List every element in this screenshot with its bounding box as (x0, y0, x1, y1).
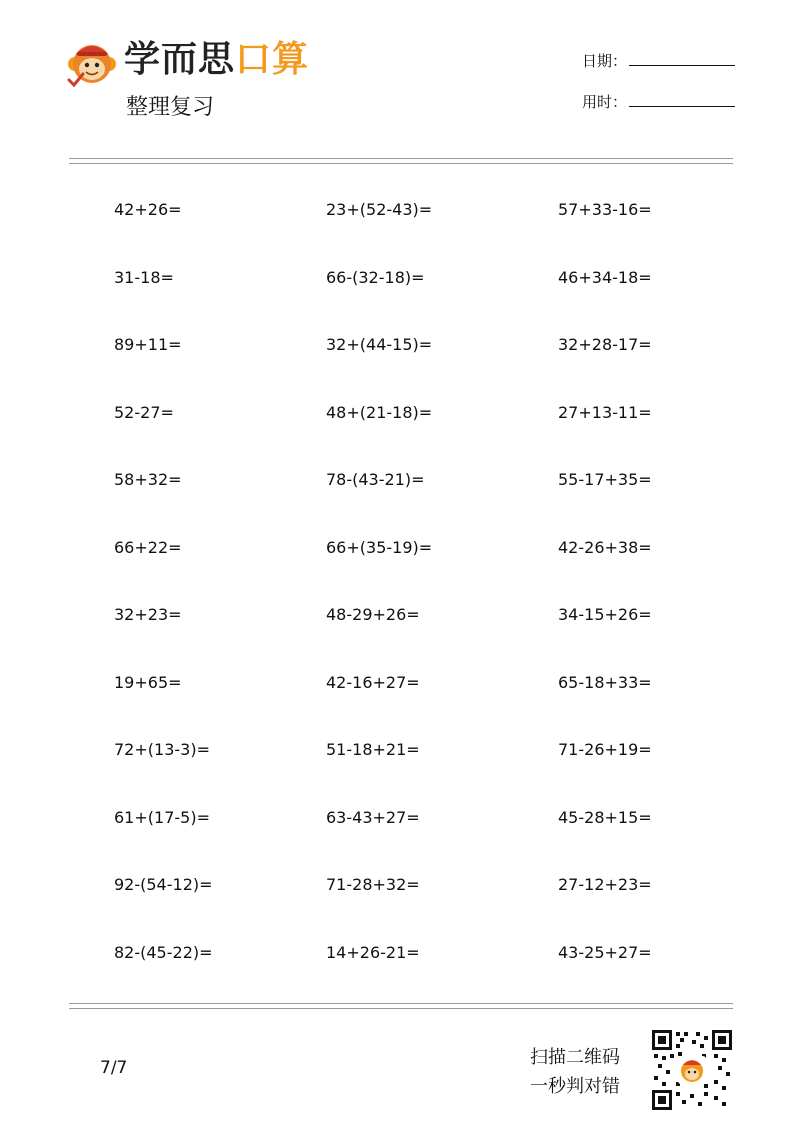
problem-item: 45-28+15= (558, 807, 652, 827)
problem-item: 14+26-21= (326, 942, 420, 962)
problem-row (0, 671, 800, 739)
problem-item: 19+65= (114, 672, 182, 692)
problem-item: 71-28+32= (326, 875, 420, 894)
problem-item: 32+(44-15)= (326, 335, 433, 354)
monkey-logo-icon (66, 36, 118, 88)
problem-item: 58+32= (114, 470, 182, 489)
problem-item: 31-18= (114, 267, 174, 287)
problem-item: 66+22= (114, 537, 182, 557)
problem-row (0, 941, 800, 1009)
problem-item: 32+28-17= (558, 335, 652, 354)
problem-row (0, 333, 800, 401)
problem-item: 32+23= (114, 605, 182, 624)
brand-main-text: 学而思 (124, 39, 236, 80)
problem-item: 57+33-16= (558, 200, 652, 219)
problem-row (0, 468, 800, 536)
problem-item: 92-(54-12)= (114, 875, 213, 894)
problem-item: 52-27= (114, 402, 174, 422)
problem-row (0, 873, 800, 941)
problem-item: 48+(21-18)= (326, 402, 433, 422)
date-label: 日期： (582, 52, 628, 70)
time-label: 用时： (582, 93, 628, 111)
header-divider (69, 158, 733, 164)
problem-row (0, 536, 800, 604)
problem-row (0, 401, 800, 469)
problem-item: 43-25+27= (558, 942, 652, 962)
brand-accent-text: 口算 (235, 39, 310, 80)
problem-grid (0, 198, 800, 1008)
problem-item: 82-(45-22)= (114, 942, 213, 962)
problem-item: 66+(35-19)= (326, 537, 433, 557)
problem-item: 63-43+27= (326, 807, 420, 827)
problem-item: 55-17+35= (558, 470, 652, 489)
problem-item: 61+(17-5)= (114, 807, 210, 827)
problem-item: 27+13-11= (558, 402, 652, 422)
problem-item: 46+34-18= (558, 267, 652, 287)
scan-instructions (530, 1043, 620, 1101)
problem-item: 42+26= (114, 200, 182, 219)
problem-row (0, 603, 800, 671)
problem-row (0, 198, 800, 266)
problem-item: 48-29+26= (326, 605, 420, 624)
problem-item: 51-18+21= (326, 740, 420, 759)
problem-item: 78-(43-21)= (326, 470, 425, 489)
problem-item: 72+(13-3)= (114, 740, 210, 759)
time-field (582, 92, 735, 112)
problem-item: 27-12+23= (558, 875, 652, 894)
scan-line-2: 一秒判对错 (530, 1076, 620, 1097)
page-number: 7/7 (100, 1058, 128, 1078)
brand-logo (124, 38, 309, 82)
problem-item: 89+11= (114, 335, 182, 354)
problem-row (0, 806, 800, 874)
date-blank-line (629, 51, 735, 66)
problem-item: 42-26+38= (558, 537, 652, 557)
footer-divider (69, 1003, 733, 1009)
scan-line-1: 扫描二维码 (530, 1047, 620, 1068)
problem-row (0, 738, 800, 806)
qr-code-icon (652, 1030, 732, 1110)
problem-item: 23+(52-43)= (326, 200, 433, 219)
problem-item: 65-18+33= (558, 672, 652, 692)
time-blank-line (629, 92, 735, 107)
problem-item: 71-26+19= (558, 740, 652, 759)
worksheet-subtitle: 整理复习 (126, 95, 215, 120)
problem-item: 66-(32-18)= (326, 267, 425, 287)
problem-item: 42-16+27= (326, 672, 420, 692)
date-field (582, 51, 735, 71)
problem-item: 34-15+26= (558, 605, 652, 624)
problem-row (0, 266, 800, 334)
